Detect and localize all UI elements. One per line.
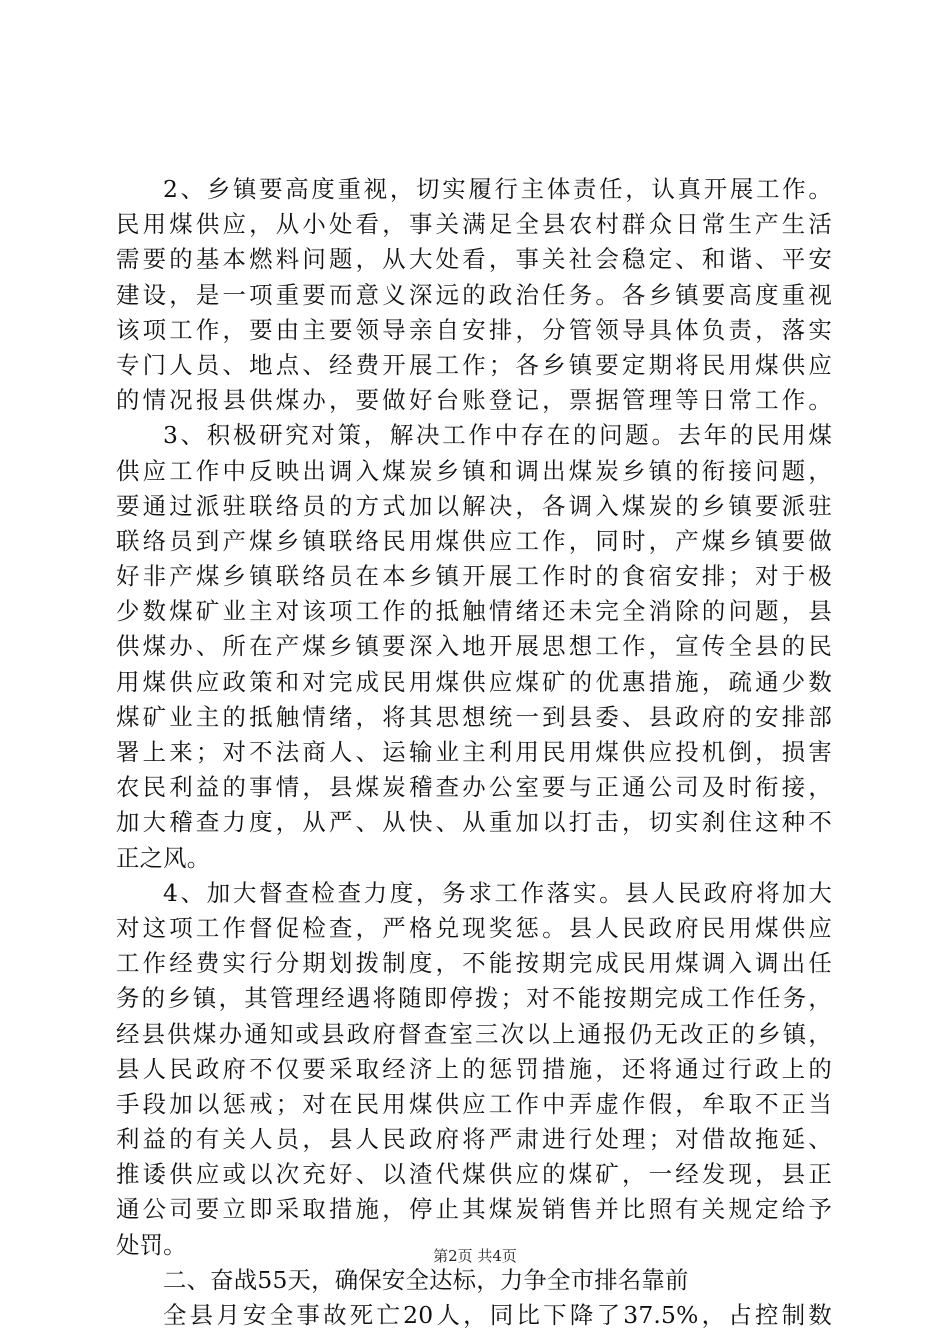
paragraph-3-line-1: 3、积极研究对策，解决工作中存在的问题。去年的民用煤 bbox=[163, 421, 832, 450]
paragraph-4-line-11: 处罚。 bbox=[116, 1230, 187, 1259]
paragraph-2-line-7: 的情况报县供煤办，要做好台账登记，票据管理等日常工作。 bbox=[116, 386, 832, 415]
paragraph-4-line-5: 经县供煤办通知或县政府督查室三次以上通报仍无改正的乡镇， bbox=[116, 1019, 832, 1048]
paragraph-2-line-3: 需要的基本燃料问题，从大处看，事关社会稳定、和谐、平安 bbox=[116, 245, 832, 274]
paragraph-4-line-9: 推诿供应或以次充好、以渣代煤供应的煤矿，一经发现，县正 bbox=[116, 1160, 832, 1189]
paragraph-3-line-2: 供应工作中反映出调入煤炭乡镇和调出煤炭乡镇的衔接问题， bbox=[116, 456, 832, 485]
section-paragraph-line-1: 全县月安全事故死亡20人，同比下降了37.5%，占控制数 bbox=[163, 1301, 832, 1329]
paragraph-3-line-7: 供煤办、所在产煤乡镇要深入地开展思想工作，宣传全县的民 bbox=[116, 632, 832, 661]
paragraph-2-line-2: 民用煤供应，从小处看，事关满足全县农村群众日常生产生活 bbox=[116, 210, 832, 239]
paragraph-2-line-6: 专门人员、地点、经费开展工作；各乡镇要定期将民用煤供应 bbox=[116, 350, 832, 379]
paragraph-4-line-2: 对这项工作督促检查，严格兑现奖惩。县人民政府民用煤供应 bbox=[116, 913, 832, 942]
paragraph-3-line-5: 好非产煤乡镇联络员在本乡镇开展工作时的食宿安排；对于极 bbox=[116, 562, 832, 591]
paragraph-2-line-5: 该项工作，要由主要领导亲自安排，分管领导具体负责，落实 bbox=[116, 315, 832, 344]
paragraph-2-line-1: 2、乡镇要高度重视，切实履行主体责任，认真开展工作。 bbox=[163, 175, 832, 203]
paragraph-3-line-12: 加大稽查力度，从严、从快、从重加以打击，切实刹住这种不 bbox=[116, 808, 832, 837]
paragraph-3-line-8: 用煤供应政策和对完成民用煤供应煤矿的优惠措施，疏通少数 bbox=[116, 667, 832, 696]
section-heading: 二、奋战55天，确保安全达标，力争全市排名靠前 bbox=[163, 1265, 689, 1294]
paragraph-4-line-4: 务的乡镇，其管理经遇将随即停拨；对不能按期完成工作任务， bbox=[116, 984, 832, 1013]
paragraph-4-line-8: 利益的有关人员，县人民政府将严肃进行处理；对借故拖延、 bbox=[116, 1125, 832, 1154]
paragraph-4-line-10: 通公司要立即采取措施，停止其煤炭销售并比照有关规定给予 bbox=[116, 1195, 832, 1224]
paragraph-3-line-9: 煤矿业主的抵触情绪，将其思想统一到县委、县政府的安排部 bbox=[116, 702, 832, 731]
paragraph-2-line-4: 建设，是一项重要而意义深远的政治任务。各乡镇要高度重视 bbox=[116, 280, 832, 309]
paragraph-3-line-11: 农民利益的事情，县煤炭稽查办公室要与正通公司及时衔接， bbox=[116, 773, 832, 802]
paragraph-3-line-13: 正之风。 bbox=[116, 843, 211, 872]
paragraph-4-line-7: 手段加以惩戒；对在民用煤供应工作中弄虚作假，牟取不正当 bbox=[116, 1089, 832, 1118]
paragraph-3-line-4: 联络员到产煤乡镇联络民用煤供应工作，同时，产煤乡镇要做 bbox=[116, 526, 832, 555]
paragraph-3-line-6: 少数煤矿业主对该项工作的抵触情绪还未完全消除的问题，县 bbox=[116, 597, 832, 626]
paragraph-4-line-3: 工作经费实行分期划拨制度，不能按期完成民用煤调入调出任 bbox=[116, 949, 832, 978]
document-body bbox=[116, 172, 832, 1333]
paragraph-3-line-10: 署上来；对不法商人、运输业主利用民用煤供应投机倒，损害 bbox=[116, 738, 832, 766]
paragraph-3-line-3: 要通过派驻联络员的方式加以解决，各调入煤炭的乡镇要派驻 bbox=[116, 491, 832, 520]
page-footer: 第2页 共4页 bbox=[433, 1247, 517, 1265]
paragraph-4-line-1: 4、加大督查检查力度，务求工作落实。县人民政府将加大 bbox=[163, 878, 832, 907]
paragraph-4-line-6: 县人民政府不仅要采取经济上的惩罚措施，还将通过行政上的 bbox=[116, 1054, 832, 1083]
